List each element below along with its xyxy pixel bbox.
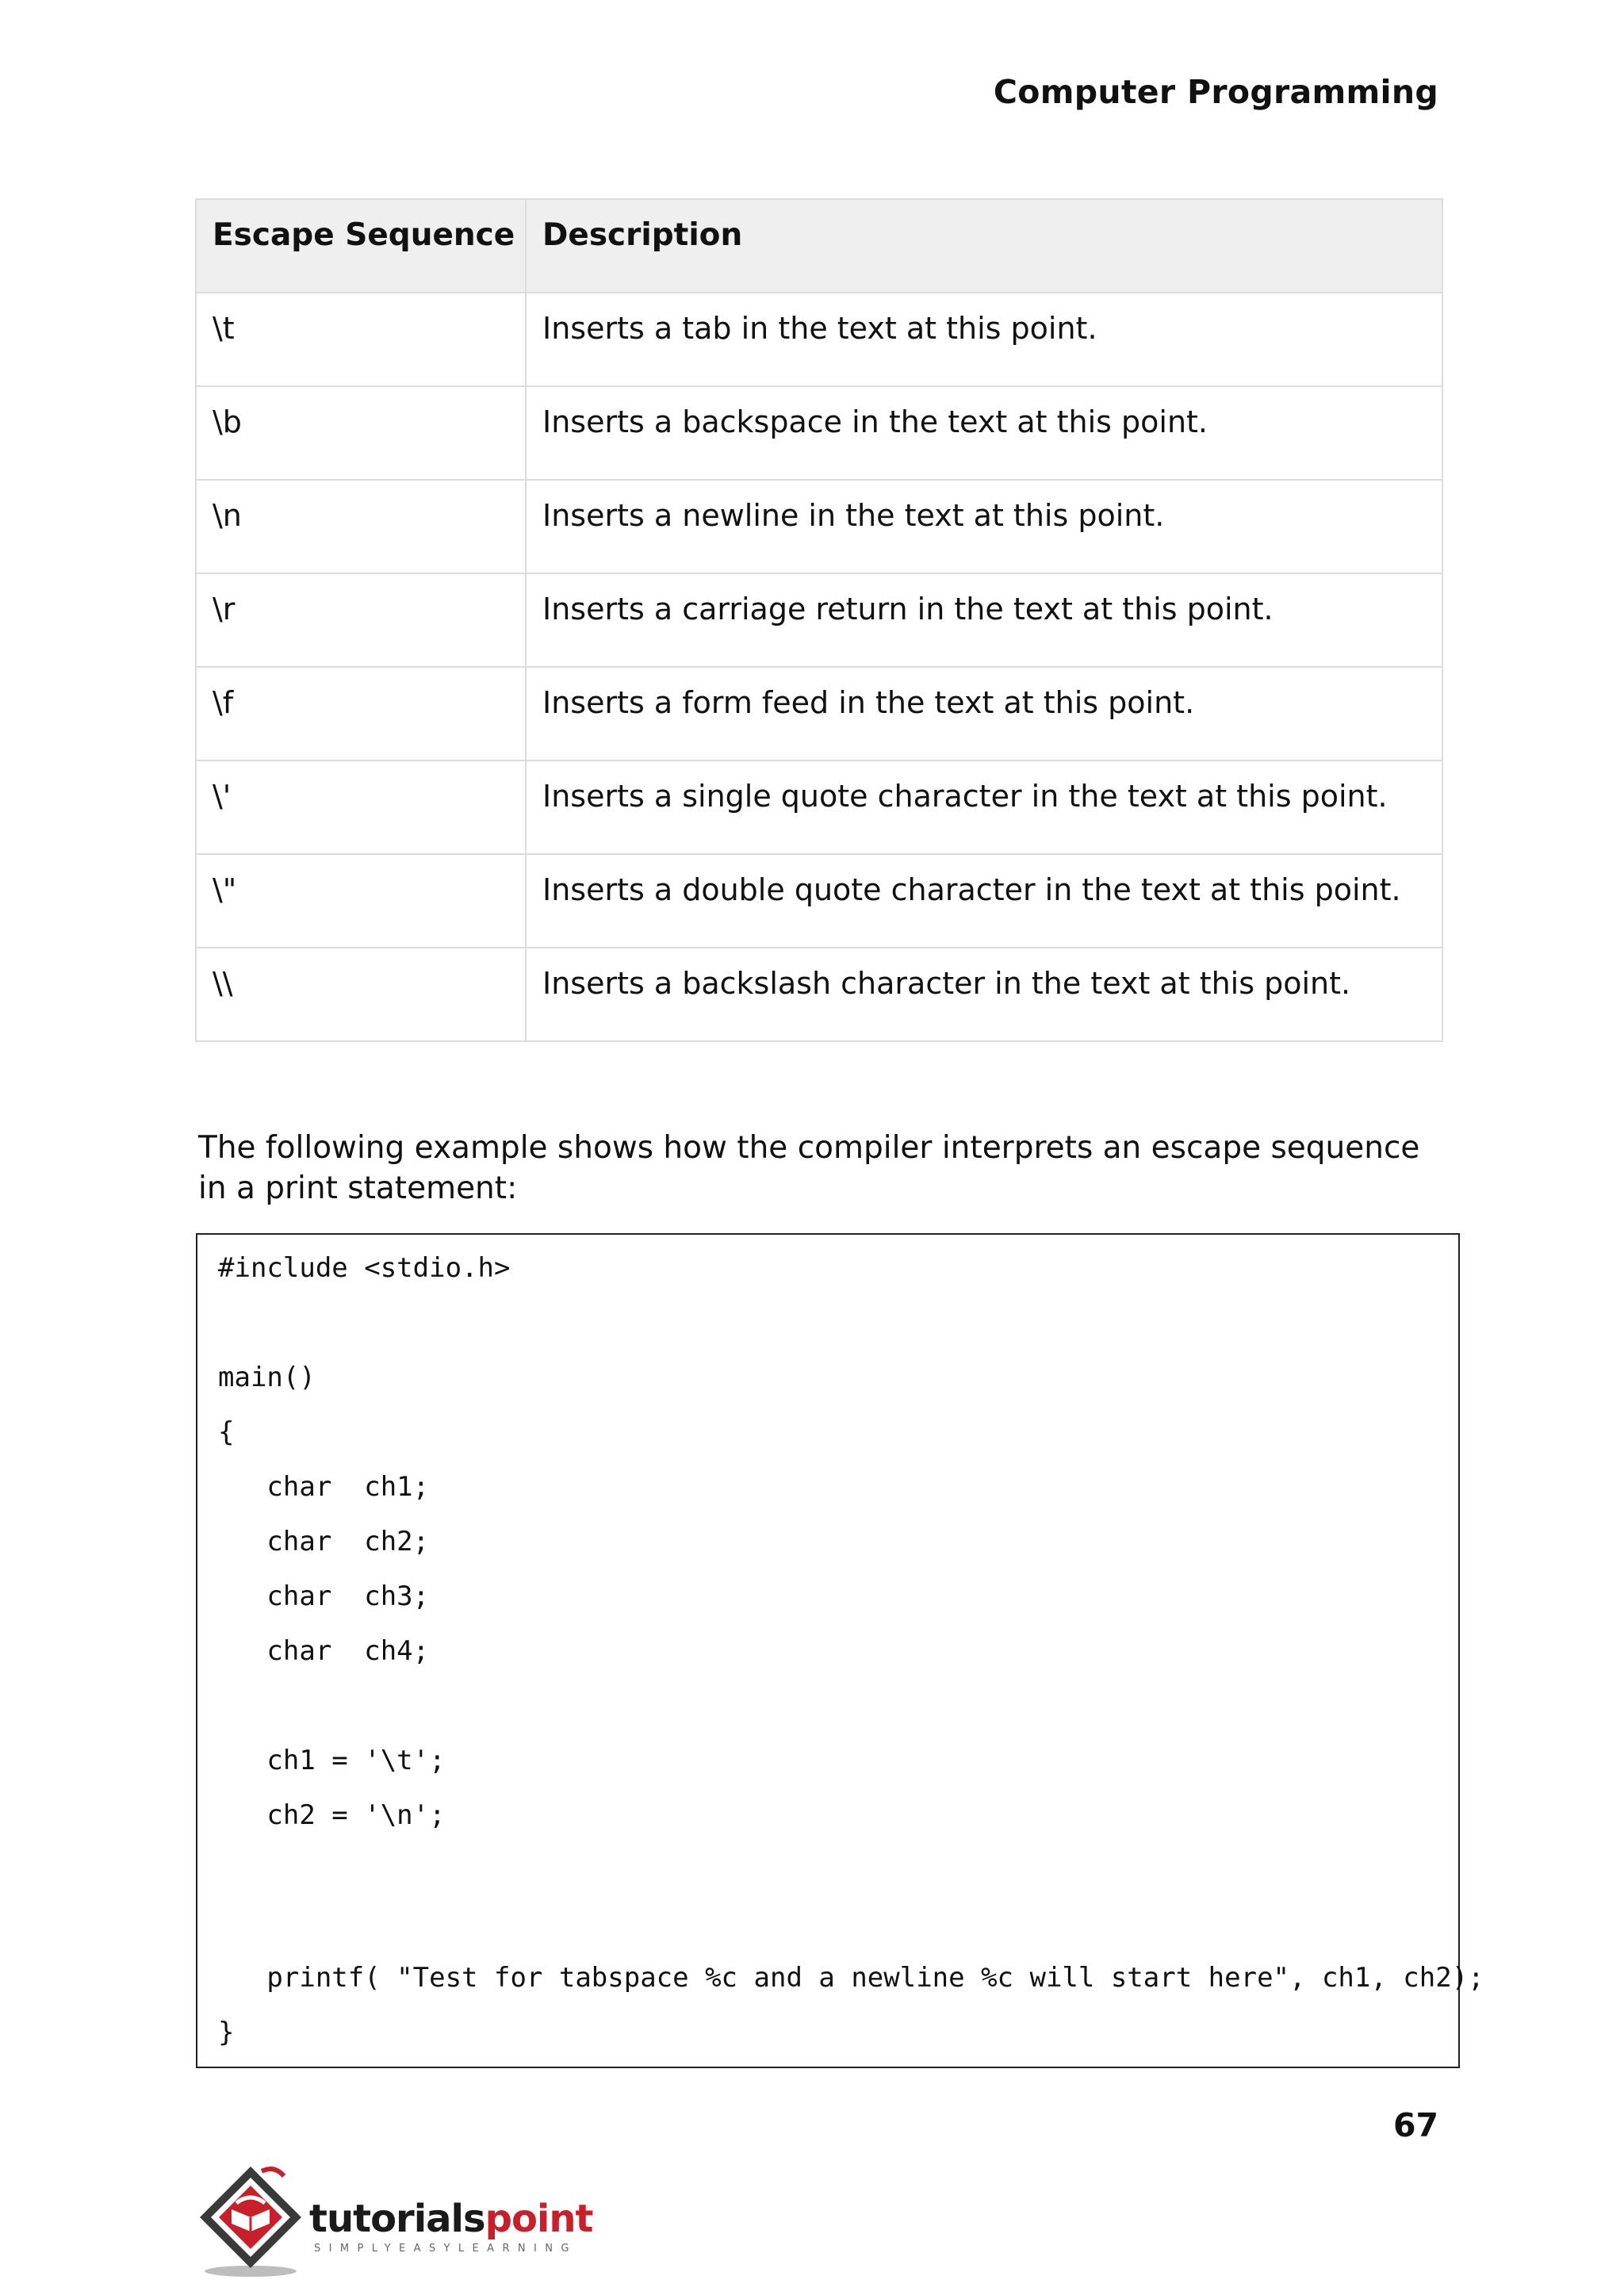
description-cell: Inserts a form feed in the text at this point. (526, 667, 1442, 761)
code-line: #include <stdio.h> (218, 1252, 511, 1284)
description-cell: Inserts a newline in the text at this point. (526, 480, 1442, 573)
escape-sequence-cell: \f (196, 667, 526, 761)
escape-sequence-cell: \' (196, 761, 526, 854)
tutorialspoint-logo (197, 2162, 593, 2281)
table-row (196, 293, 1442, 386)
running-header: Computer Programming (993, 73, 1438, 111)
page-number: 67 (1392, 2106, 1438, 2144)
logo-wordmark: tutorialspoint (309, 2197, 593, 2241)
tutorialspoint-logo-icon (197, 2162, 308, 2281)
description-cell: Inserts a backspace in the text at this point. (526, 386, 1442, 480)
code-line: char ch1; (218, 1471, 430, 1503)
code-line: ch2 = '\n'; (218, 1799, 446, 1831)
table-row (196, 854, 1442, 948)
table-row (196, 761, 1442, 854)
code-line: printf( "Test for tabspace %c and a newline %c will start here", ch1, ch2); (218, 1962, 1484, 1994)
escape-sequence-cell: \\ (196, 948, 526, 1041)
description-cell: Inserts a carriage return in the text at this point. (526, 573, 1442, 667)
description-cell: Inserts a backslash character in the text at this point. (526, 948, 1442, 1041)
code-line: main() (218, 1362, 316, 1393)
table-row (196, 667, 1442, 761)
column-header-escape-sequence: Escape Sequence (196, 199, 526, 293)
code-line: char ch3; (218, 1580, 430, 1612)
escape-sequence-cell: \n (196, 480, 526, 573)
code-line: { (218, 1416, 235, 1448)
code-line: ch1 = '\t'; (218, 1745, 446, 1776)
escape-sequence-cell: \b (196, 386, 526, 480)
description-cell: Inserts a double quote character in the text at this point. (526, 854, 1442, 948)
code-line: char ch2; (218, 1526, 430, 1557)
description-cell: Inserts a single quote character in the text at this point. (526, 761, 1442, 854)
escape-sequence-cell: \t (196, 293, 526, 386)
logo-tagline: SIMPLYEASYLEARNING (314, 2243, 577, 2255)
table-row (196, 573, 1442, 667)
table-row (196, 480, 1442, 573)
table-row (196, 948, 1442, 1041)
description-cell: Inserts a tab in the text at this point. (526, 293, 1442, 386)
column-header-description: Description (526, 199, 1442, 293)
escape-sequence-cell: \r (196, 573, 526, 667)
escape-sequence-table (195, 198, 1443, 1042)
code-line: char ch4; (218, 1635, 430, 1667)
intro-paragraph: The following example shows how the compiler interprets an escape sequence in a print statement: (198, 1130, 1420, 1206)
table-row (196, 386, 1442, 480)
table-header-row (196, 199, 1442, 293)
code-line: } (218, 2017, 235, 2048)
code-example-box (196, 1233, 1484, 2068)
escape-sequence-cell: \" (196, 854, 526, 948)
